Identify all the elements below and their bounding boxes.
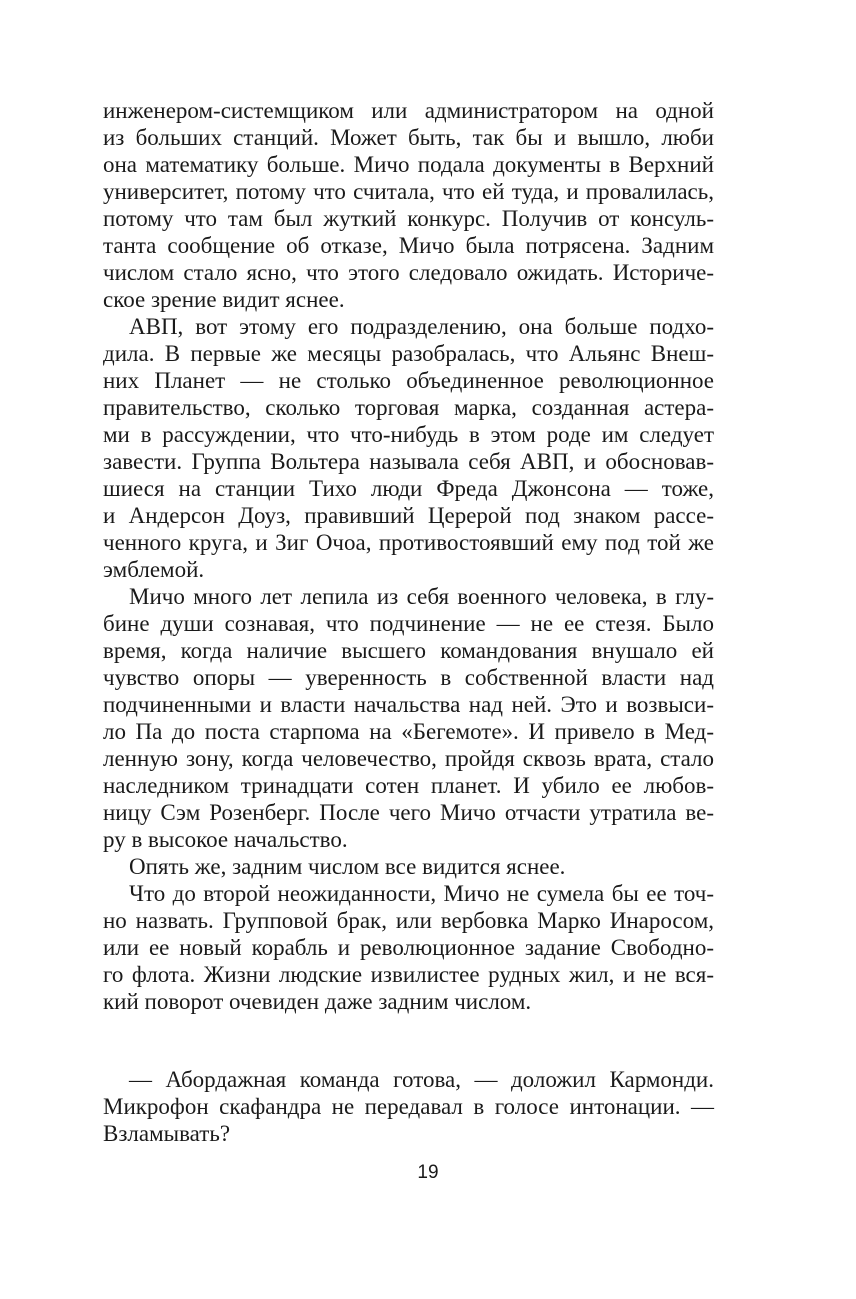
paragraph bbox=[103, 313, 714, 583]
text-line: ми в рассуждении, что что-нибудь в этом роде им следует bbox=[103, 422, 714, 447]
text-line: числом стало ясно, что этого следовало ожидать. Историче- bbox=[103, 260, 714, 285]
text-line: ленную зону, когда человечество, пройдя сквозь врата, стало bbox=[103, 746, 714, 771]
text-line: завести. Группа Вольтера называла себя АВП, и обосновав- bbox=[103, 449, 714, 474]
text-line: университет, потому что считала, что ей туда, и провалилась, bbox=[103, 179, 714, 204]
paragraph bbox=[103, 880, 714, 1015]
text-line: танта сообщение об отказе, Мичо была потрясена. Задним bbox=[103, 233, 714, 258]
text-line: Мичо много лет лепила из себя военного человека, в глу- bbox=[129, 584, 714, 609]
dialogue-text bbox=[103, 1066, 714, 1147]
text-line: наследником тринадцати сотен планет. И убило ее любов- bbox=[103, 773, 714, 798]
paragraph bbox=[103, 853, 714, 880]
text-line: эмблемой. bbox=[103, 557, 205, 582]
text-line: время, когда наличие высшего командования внушало ей bbox=[103, 638, 714, 663]
text-line: Что до второй неожиданности, Мичо не сумела бы ее точ- bbox=[129, 881, 714, 906]
paragraph bbox=[103, 583, 714, 853]
text-line: шиеся на станции Тихо люди Фреда Джонсона — тоже, bbox=[103, 476, 714, 501]
text-line: из больших станций. Может быть, так бы и вышло, люби bbox=[103, 125, 714, 150]
text-line: ру в высокое начальство. bbox=[103, 827, 348, 852]
text-line: — Абордажная команда готова, — доложил Кармонди. bbox=[129, 1067, 714, 1092]
text-line: го флота. Жизни людские извилистее рудных жил, и не вся- bbox=[103, 962, 714, 987]
text-line: дила. В первые же месяцы разобралась, что Альянс Внеш- bbox=[103, 341, 714, 366]
text-line: правительство, сколько торговая марка, созданная астера- bbox=[103, 395, 714, 420]
text-line: кий поворот очевиден даже задним числом. bbox=[103, 989, 532, 1014]
text-line: или ее новый корабль и революционное задание Свободно- bbox=[103, 935, 714, 960]
text-line: ницу Сэм Розенберг. После чего Мичо отчасти утратила ве- bbox=[103, 800, 714, 825]
text-line: и Андерсон Доуз, правивший Церерой под знаком рассе- bbox=[103, 503, 714, 528]
page-number: 19 bbox=[417, 1162, 439, 1183]
text-line: ло Па до поста старпома на «Бегемоте». И привело в Мед- bbox=[103, 719, 714, 744]
text-line: подчиненными и власти начальства над ней. Это и возвыси- bbox=[103, 692, 714, 717]
text-line: потому что там был жуткий конкурс. Получив от консуль- bbox=[103, 206, 714, 231]
text-line: инженером-системщиком или администратором на одной bbox=[103, 98, 714, 123]
text-line: чувство опоры — уверенность в собственной власти над bbox=[103, 665, 714, 690]
text-line: но назвать. Групповой брак, или вербовка Марко Инаросом, bbox=[103, 908, 714, 933]
text-line: бине души сознавая, что подчинение — не ее стезя. Было bbox=[103, 611, 714, 636]
text-line: Взламывать? bbox=[103, 1121, 231, 1146]
text-line: ское зрение видит яснее. bbox=[103, 287, 345, 312]
text-line: них Планет — не столько объединенное революционное bbox=[103, 368, 714, 393]
main-text bbox=[103, 97, 714, 1015]
text-line: Микрофон скафандра не передавал в голосе интонации. — bbox=[103, 1094, 714, 1119]
text-line: АВП, вот этому его подразделению, она больше подхо- bbox=[129, 314, 714, 339]
text-line: она математику больше. Мичо подала документы в Верхний bbox=[103, 152, 714, 177]
paragraph bbox=[103, 1066, 714, 1147]
text-line: Опять же, задним числом все видится яснее. bbox=[129, 854, 566, 879]
text-line: ченного круга, и Зиг Очоа, противостоявший ему под той же bbox=[103, 530, 714, 555]
paragraph bbox=[103, 97, 714, 313]
